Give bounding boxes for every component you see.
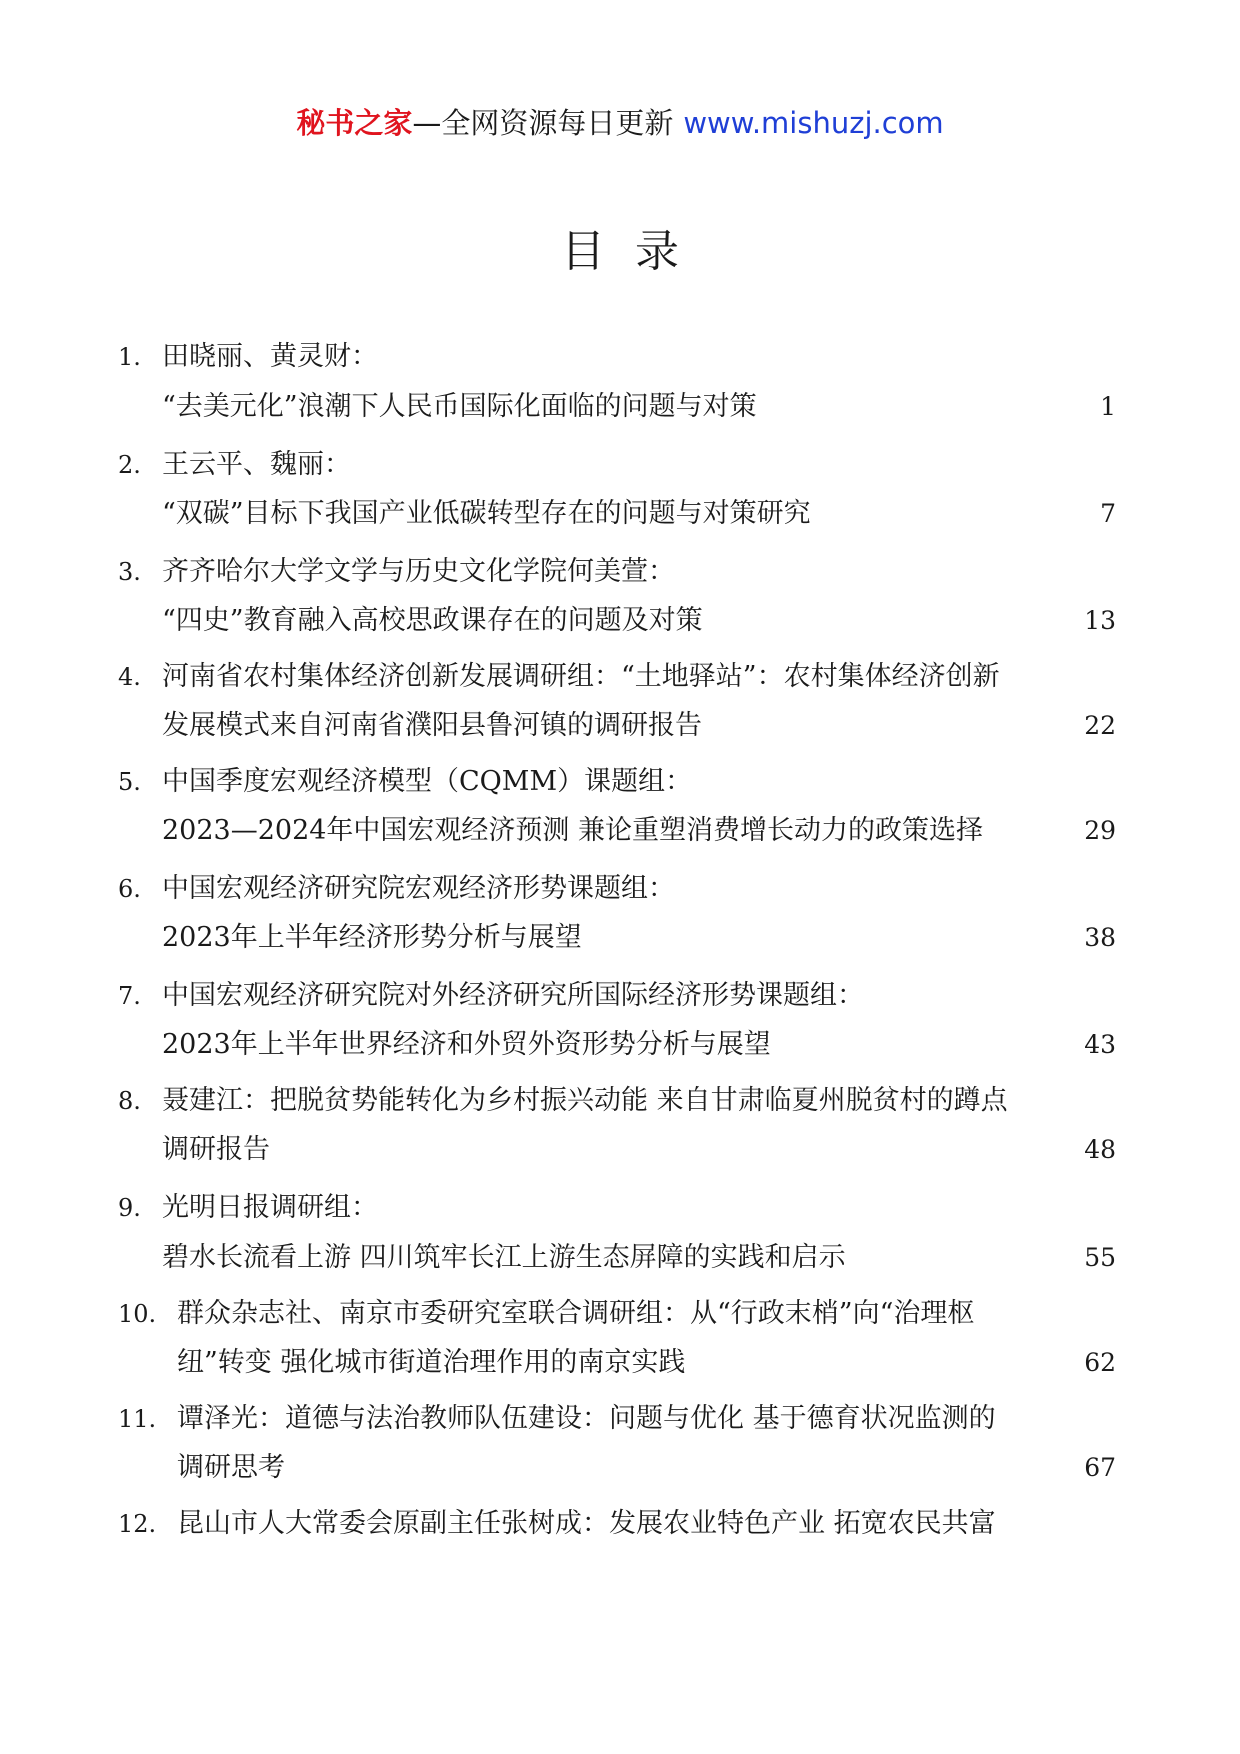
toc-entry-line2: “双碳”目标下我国产业低碳转型存在的问题与对策研究 (162, 498, 811, 529)
toc-entry-page: 13 (1084, 606, 1116, 635)
toc-entry-line2: “四史”教育融入高校思政课存在的问题及对策 (162, 605, 703, 636)
toc-entry-line2: “去美元化”浪潮下人民币国际化面临的问题与对策 (162, 391, 757, 422)
toc-entry-line1: 光明日报调研组： (162, 1192, 378, 1223)
toc-entry-page: 67 (1084, 1453, 1116, 1482)
toc-entry-number: 4. (118, 663, 141, 691)
page-title: 目录 (561, 226, 709, 277)
toc-entry-number: 8. (118, 1087, 141, 1115)
toc-entry-line1: 昆山市人大常委会原副主任张树成：发展农业特色产业 拓宽农民共富 (177, 1508, 996, 1539)
toc-entry-page: 62 (1084, 1348, 1116, 1377)
toc-entry-line1: 田晓丽、黄灵财： (162, 341, 378, 372)
toc-entry-line2: 调研报告 (162, 1134, 270, 1165)
toc-entry-line2: 碧水长流看上游 四川筑牢长江上游生态屏障的实践和启示 (162, 1242, 846, 1273)
toc-entry-number: 2. (118, 451, 141, 479)
toc-entry-line2: 2023—2024年中国宏观经济预测 兼论重塑消费增长动力的政策选择 (162, 815, 984, 846)
toc-entry-line1: 河南省农村集体经济创新发展调研组：“土地驿站”：农村集体经济创新 (162, 661, 1000, 692)
brand-name: 秘书之家 (296, 106, 413, 140)
toc-entry-page: 55 (1084, 1243, 1116, 1272)
site-url[interactable]: www.mishuzj.com (683, 106, 944, 140)
toc-entry-line2: 调研思考 (177, 1452, 285, 1483)
toc-entry-line1: 中国宏观经济研究院对外经济研究所国际经济形势课题组： (162, 980, 864, 1011)
toc-entry-line1: 中国宏观经济研究院宏观经济形势课题组： (162, 873, 675, 904)
toc-entry-line2: 纽”转变 强化城市街道治理作用的南京实践 (177, 1347, 686, 1378)
toc-entry-page: 29 (1084, 816, 1116, 845)
toc-entry-number: 3. (118, 558, 141, 586)
toc-entry-line1: 王云平、魏丽： (162, 449, 351, 480)
toc-entry-line2: 2023年上半年经济形势分析与展望 (162, 922, 582, 953)
toc-entry-line2: 发展模式来自河南省濮阳县鲁河镇的调研报告 (162, 710, 702, 741)
toc-entry-line2: 2023年上半年世界经济和外贸外资形势分析与展望 (162, 1029, 771, 1060)
toc-entry-line1: 群众杂志社、南京市委研究室联合调研组：从“行政末梢”向“治理枢 (177, 1298, 975, 1329)
toc-entry-page: 1 (1100, 392, 1116, 421)
toc-entry-line1: 聂建江：把脱贫势能转化为乡村振兴动能 来自甘肃临夏州脱贫村的蹲点 (162, 1085, 1008, 1116)
toc-entry-page: 7 (1100, 499, 1116, 528)
toc-entry-page: 43 (1084, 1030, 1116, 1059)
toc-entry-number: 7. (118, 982, 141, 1010)
site-header (0, 103, 1240, 143)
toc-entry-page: 48 (1084, 1135, 1116, 1164)
toc-entry-number: 6. (118, 875, 141, 903)
toc-entry-number: 9. (118, 1194, 141, 1222)
toc-entry-line1: 谭泽光：道德与法治教师队伍建设：问题与优化 基于德育状况监测的 (177, 1403, 996, 1434)
toc-entry-line1: 中国季度宏观经济模型（CQMM）课题组： (162, 766, 693, 797)
toc-entry-number: 10. (118, 1300, 157, 1328)
toc-entry-line1: 齐齐哈尔大学文学与历史文化学院何美萱： (162, 556, 675, 587)
toc-entry-number: 5. (118, 768, 141, 796)
toc-entry-number: 11. (118, 1405, 157, 1433)
toc-entry-page: 22 (1084, 711, 1116, 740)
toc-entry-number: 12. (118, 1510, 157, 1538)
header-tagline: —全网资源每日更新 (412, 106, 674, 140)
toc-entry-number: 1. (118, 343, 141, 371)
toc-entry-page: 38 (1084, 923, 1116, 952)
